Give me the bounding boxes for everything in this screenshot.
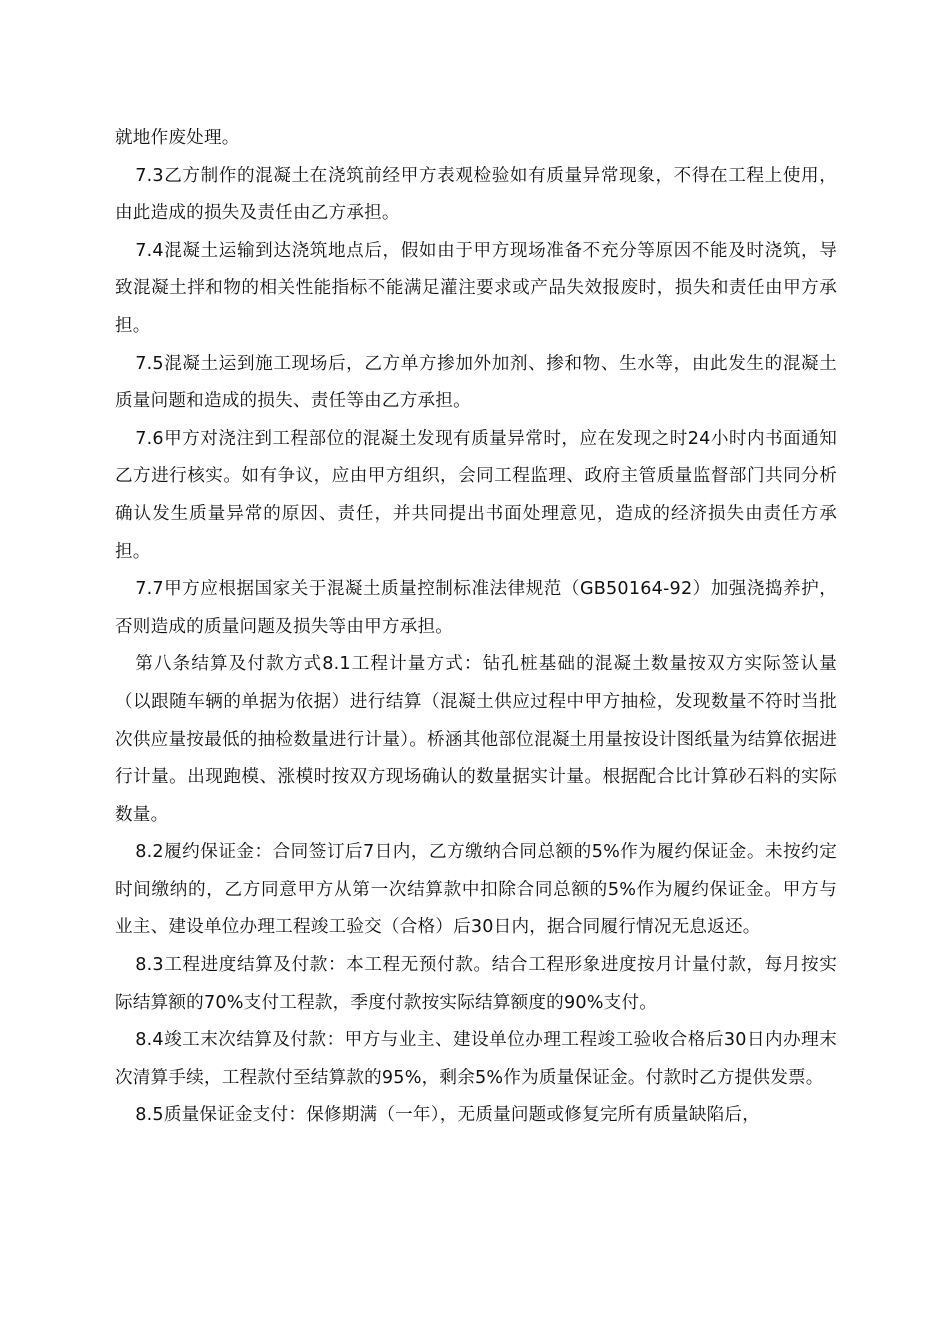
clause-8-4: 8.4竣工末次结算及付款：甲方与业主、建设单位办理工程竣工验收合格后30日内办理末次清算手续，工程款付至结算款的95%，剩余5%作为质量保证金。付款时乙方提供发票。 [115,1030,837,1088]
article-8-clause-8-1: 第八条结算及付款方式8.1工程计量方式：钻孔桩基础的混凝土数量按双方实际签认量（以跟随车辆的单据为依据）进行结算（混凝土供应过程中甲方抽检，发现数量不符时当批次供应量按最低的抽检数量进行计量）。桥涵其他部位混凝土用量按设计图纸量为结算依据进行计量。出现跑模、涨模时按双方现场确认的数量据实计量。根据配合比计算砂石料的实际数量。 [115,654,837,825]
clause-8-5: 8.5质量保证金支付：保修期满（一年），无质量问题或修复完所有质量缺陷后， [135,1105,761,1126]
clause-8-2: 8.2履约保证金：合同签订后7日内，乙方缴纳合同总额的5%作为履约保证金。未按约定时间缴纳的，乙方同意甲方从第一次结算款中扣除合同总额的5%作为履约保证金。甲方与业主、建设单位办理工程竣工验交（合格）后30日内，据合同履行情况无息返还。 [115,842,837,938]
paragraph-continuation: 就地作废处理。 [115,128,240,148]
clause-7-5: 7.5混凝土运到施工现场后，乙方单方掺加外加剂、掺和物、生水等，由此发生的混凝土质量问题和造成的损失、责任等由乙方承担。 [115,353,837,412]
clause-7-7: 7.7甲方应根据国家关于混凝土质量控制标准法律规范（GB50164-92）加强浇捣养护，否则造成的质量问题及损失等由甲方承担。 [115,579,837,637]
clause-7-4: 7.4混凝土运输到达浇筑地点后，假如由于甲方现场准备不充分等原因不能及时浇筑，导致混凝土拌和物的相关性能指标不能满足灌注要求或产品失效报废时，损失和责任由甲方承担。 [115,240,837,336]
clause-8-3: 8.3工程进度结算及付款：本工程无预付款。结合工程形象进度按月计量付款，每月按实际结算额的70%支付工程款，季度付款按实际结算额度的90%支付。 [115,955,837,1013]
clause-7-6: 7.6甲方对浇注到工程部位的混凝土发现有质量异常时，应在发现之时24小时内书面通知乙方进行核实。如有争议，应由甲方组织，会同工程监理、政府主管质量监督部门共同分析确认发生质量异常的原因、责任，并共同提出书面处理意见，造成的经济损失由责任方承担。 [115,428,837,562]
document-body [115,120,837,1135]
clause-7-3: 7.3乙方制作的混凝土在浇筑前经甲方表观检验如有质量异常现象，不得在工程上使用，由此造成的损失及责任由乙方承担。 [115,165,837,224]
